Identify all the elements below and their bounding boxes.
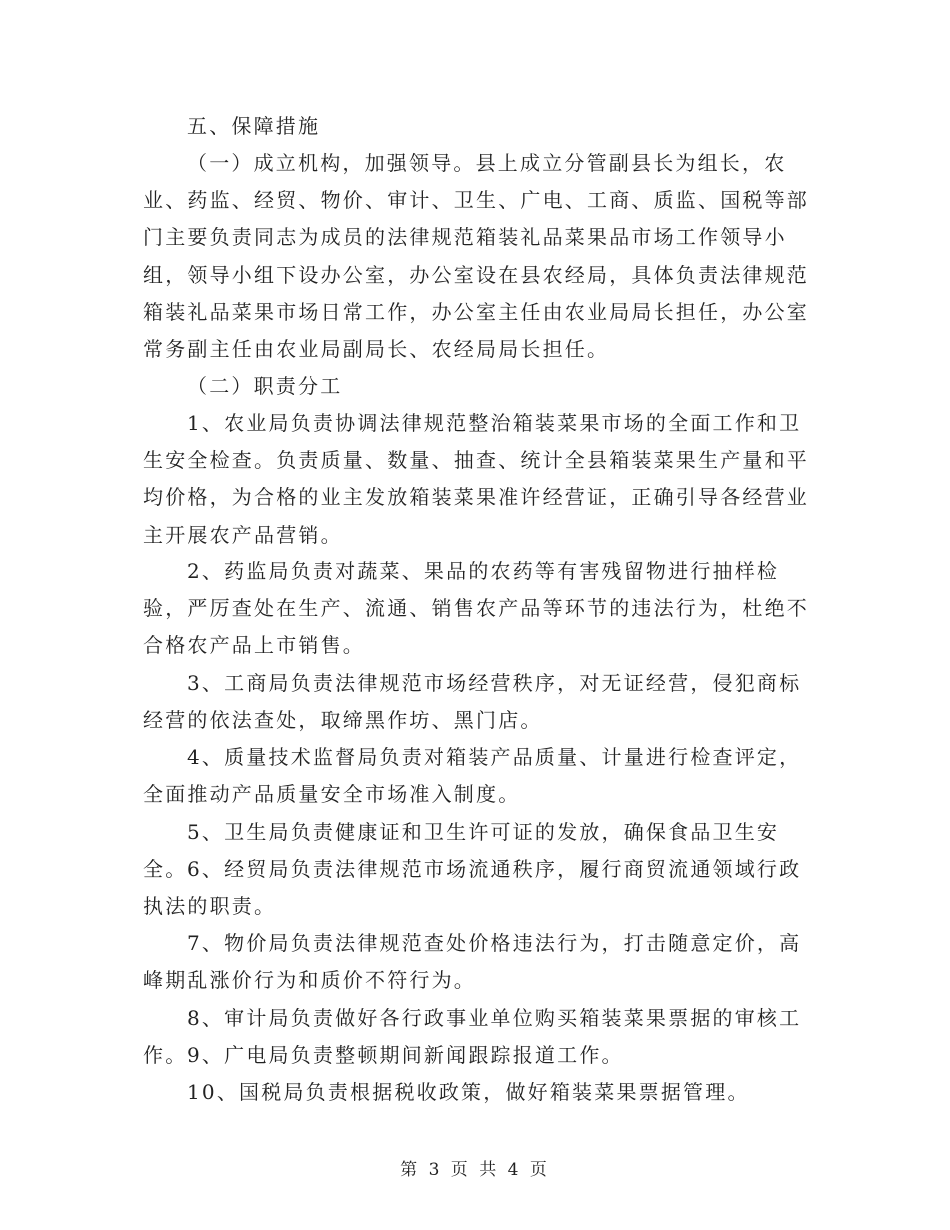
paragraph-item-4: 4、质量技术监督局负责对箱装产品质量、计量进行检查评定，全面推动产品质量安全市场准入制度。 — [143, 745, 802, 807]
paragraph-item-6: 6、经贸局负责法律规范市场流通秩序，履行商贸流通领域行政执法的职责。 — [143, 857, 802, 919]
paragraph-subheading: （二）职责分工 — [187, 374, 343, 398]
section-heading: 五、保障措施 — [187, 114, 321, 138]
paragraph-item-5: 5、卫生局负责健康证和卫生许可证的发放，确保食品卫生安全。 — [143, 820, 780, 882]
paragraph-item-3: 3、工商局负责法律规范市场经营秩序，对无证经营，侵犯商标经营的依法查处，取缔黑作坊、黑门店。 — [143, 671, 802, 733]
paragraph-organization: （一）成立机构，加强领导。县上成立分管副县长为组长，农业、药监、经贸、物价、审计、卫生、广电、工商、质监、国税等部门主要负责同志为成员的法律规范箱装礼品菜果品市场工作领导小组，领导小组下设办公室，办公室设在县农经局，具体负责法律规范箱装礼品菜果市场日常工作，办公室主任由农业局局长担任，办公室常务副主任由农业局副局长、农经局局长担任。 — [143, 151, 809, 362]
paragraph-item-2: 2、药监局负责对蔬菜、果品的农药等有害残留物进行抽样检验，严厉查处在生产、流通、销售农产品等环节的违法行为，杜绝不合格农产品上市销售。 — [143, 559, 809, 658]
paragraph-item-8: 8、审计局负责做好各行政事业单位购买箱装菜果票据的审核工作。 — [143, 1006, 802, 1068]
paragraph-item-1: 1、农业局负责协调法律规范整治箱装菜果市场的全面工作和卫生安全检查。负责质量、数量、抽查、统计全县箱装菜果生产量和平均价格，为合格的业主发放箱装菜果准许经营证，正确引导各经营业主开展农产品营销。 — [143, 411, 809, 547]
paragraph-item-7: 7、物价局负责法律规范查处价格违法行为，打击随意定价，高峰期乱涨价行为和质价不符行为。 — [143, 931, 802, 993]
paragraph-item-10: 10、国税局负责根据税收政策，做好箱装菜果票据管理。 — [187, 1080, 750, 1104]
paragraph-item-9: 9、广电局负责整顿期间新闻跟踪报道工作。 — [187, 1043, 624, 1067]
page-number-footer: 第 3 页 共 4 页 — [400, 1160, 550, 1180]
